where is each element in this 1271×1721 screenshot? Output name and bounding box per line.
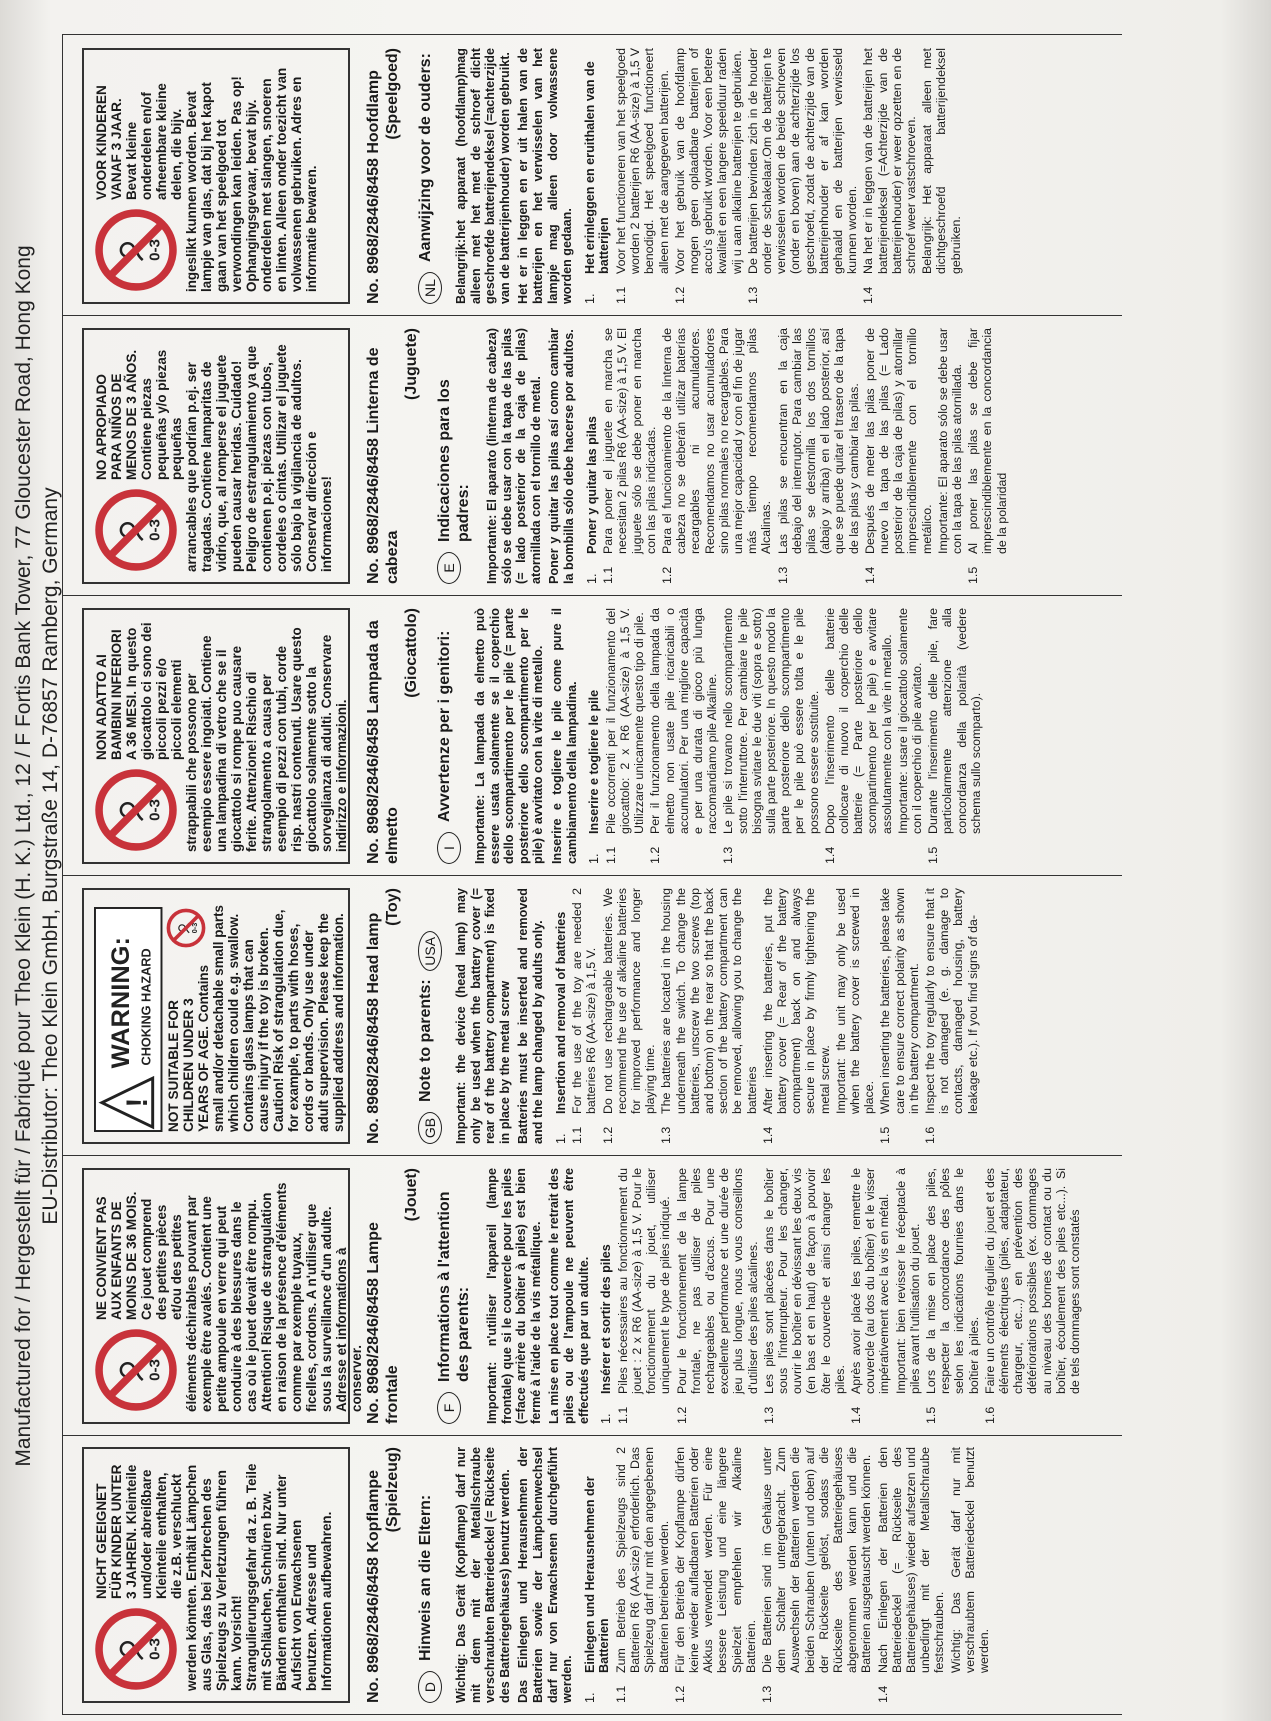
- item-number: 1.5: [878, 1126, 893, 1144]
- important-notice: [485, 328, 577, 584]
- column-divider: [62, 875, 1122, 876]
- notice-paragraph: Das Einlegen und Herausnehmen der Batterien sowie der Lämpchenwechsel darf nur von Erwachsenen durchgeführt werden.: [516, 1447, 575, 1703]
- parents-note-heading: [416, 1447, 442, 1703]
- model-title: [364, 608, 421, 864]
- model-title: [364, 1447, 402, 1703]
- safety-warning-box: [82, 48, 350, 304]
- section-heading: [583, 1447, 612, 1703]
- instruction-item: [673, 1447, 758, 1703]
- model-category: (Spielzeug): [384, 1447, 401, 1533]
- section-heading: [585, 328, 600, 584]
- section-title: Insertion and removal of batteries: [553, 911, 568, 1114]
- item-number: 1.3: [721, 846, 736, 864]
- item-number: [894, 1394, 922, 1424]
- instruction-item: [616, 1168, 673, 1424]
- column-divider: [62, 34, 1122, 35]
- item-text: Para poner el juguete en marcha se necesitan 2 pilas R6 (AA-size) à 1,5 V. El juguete sólo se debe poner en marcha con las pilas indicadas.: [601, 328, 658, 554]
- instruction-item: [762, 1168, 847, 1424]
- item-text: Al poner las pilas se debe fijar imprescindiblemente en la concordancia de la polaridad: [966, 328, 1009, 554]
- age-restriction-icon: [166, 908, 206, 948]
- item-text: When inserting the batteries, please take care to ensure correct polarity as shown in the battery compartment.: [878, 888, 921, 1114]
- model-category: (Toy): [384, 888, 401, 926]
- warning-word: WARNING:: [107, 937, 136, 1069]
- section-heading: [583, 48, 612, 304]
- item-text: Le pile si trovano nello scompartimento sotto l'interruttore. Per cambiare le pile bisogna svitare le due viti (sopra e sotto) sulla parte posteriore. In questo modo la parte posteriore dello scompartimento per le pile può essere tolta e le pile possono essere sostituite.: [721, 608, 821, 834]
- instruction-item: [648, 608, 719, 864]
- language-badge: GB: [418, 1112, 442, 1144]
- item-number: 1.3: [745, 286, 760, 304]
- item-text: Piles nécessaires au fonctionnement du jouet : 2 x R6 (AA-size) à 1,5 V. Pour le fonctionnement du jouet, utiliser uniquement le type de piles indiqué.: [615, 1168, 673, 1394]
- item-number: [896, 834, 924, 864]
- item-text: Nach Einlegen der Batterien den Batteriedeckel (= Rückseite des Batteriegehäuses) wieder aufsetzen und unbedingt mit der Metallschraube festschrauben.: [875, 1447, 947, 1673]
- item-text: Las pilas se encuentran en la caja debajo del interruptor. Para cambiar las pilas se destornilla los dos tornillos (abajo y arriba) en el lado posterior, así que se puede quitar el trasero de la tapa de las pilas y cambiar las pilas.: [775, 328, 861, 554]
- age-restriction-icon: [94, 768, 178, 852]
- instruction-item: [920, 48, 963, 304]
- item-text: Después de meter las pilas poner de nuevo la tapa de las pilas (= Lado posterior de la caja de pilas) y atornillar imprescindiblemente con el tornillo metálico.: [862, 328, 934, 554]
- item-text: Dopo l'inserimento delle batterie collocare di nuovo il coperchio delle batterie (= Parte posteriore dello scompartimento per le pile) e avvitare assolutamente con la vite in metallo.: [822, 608, 894, 834]
- item-number: 1.3: [761, 1406, 776, 1424]
- section-heading: [554, 888, 569, 1144]
- section-title: Het erinleggen en eruithalen van de batterijen: [582, 61, 612, 274]
- item-text: Importante: usare il giocattolo solamente con il coperchio di pile avvitato.: [895, 608, 925, 834]
- model-number: No. 8968/2846/8458 Linterna de cabeza: [365, 347, 401, 584]
- instruction-item: [760, 1447, 874, 1703]
- item-number: 1.2: [674, 1406, 689, 1424]
- item-text: For the use of the toy are needed 2 batteries R6 (AA-size) à 1,5 V.: [570, 888, 599, 1114]
- item-number: 1.3: [775, 566, 790, 584]
- language-badge: I: [437, 832, 461, 864]
- item-text: The batteries are located in the housing underneath the switch. To change the batteries, unscrew the two screws (top and bottom) on the rear so that the back section of the battery compartment can be removed, allowing you to change the batteries: [659, 888, 759, 1114]
- language-column-fr: [64, 1158, 1259, 1434]
- choking-hazard-text: CHOKING HAZARD: [138, 948, 154, 1066]
- parents-note-heading: [435, 1168, 473, 1424]
- model-title: [364, 48, 402, 304]
- item-text: Belangrijk: Het apparaat alleen met dichtgeschroefd batterijendeksel gebruiken.: [920, 48, 963, 274]
- item-number: 1.5: [924, 1406, 939, 1424]
- parents-note-heading: [435, 608, 461, 864]
- item-number: 1.1: [613, 286, 628, 304]
- item-text: Pile occorrenti per il funzionamento del giocattolo: 2 x R6 (AA-size) à 1,5 V. Utilizzare unicamente questo tipo di pile.: [603, 608, 647, 834]
- language-column-nl: [64, 38, 1259, 314]
- safety-warning-box: [82, 1447, 350, 1703]
- header-line-1: Manufactured for / Hergestellt für / Fabriqué pour Theo Klein (H. K.) Ltd., 12 / F Fortis Bank Tower, 77 Gloucester Road, Hong Kong: [12, 245, 35, 1467]
- parents-note-title: Note to parents:: [417, 979, 434, 1102]
- instruction-item: [614, 1447, 671, 1703]
- instruction-list: [614, 1447, 991, 1703]
- parents-note-heading: [416, 888, 442, 1144]
- language-column-gb: [64, 878, 1259, 1154]
- instruction-item: [894, 1168, 922, 1424]
- column-divider: [62, 315, 1122, 316]
- parents-note-title: Indicaciones para los padres:: [436, 379, 472, 542]
- item-number: [949, 1673, 992, 1703]
- notice-paragraph: Importante: La lampada da elmetto può essere usata solamente se il coperchio dello scompartimento per le pile (= parte posteriore dello scompartimento per le pile) è avvitato con la vite di metallo.: [473, 608, 546, 864]
- instruction-item: [721, 608, 820, 864]
- section-title: Inserire e togliere le pile: [587, 689, 602, 834]
- language-badge: NL: [418, 272, 442, 304]
- instruction-item: [570, 888, 598, 1144]
- age-restriction-icon: [94, 488, 178, 572]
- warning-heading: NO APROPIADO PARA NIÑOS DE MENOS DE 3 AÑOS.: [94, 349, 139, 480]
- instruction-item: [823, 608, 894, 864]
- instruction-item: [834, 888, 877, 1144]
- item-number: 1.1: [603, 846, 618, 864]
- item-text: Voor het functioneren van het speelgoed worden 2 batterijen R6 (AA-size) à 1,5 V benodigd. Het speelgoed functioneert alleen met de aangegeven batterijen.: [613, 48, 671, 274]
- instruction-item: [983, 1168, 1082, 1424]
- notice-paragraph: Het er in leggen en er uit halen van de batterijen en het verwisselen van het lampje mag alleen door volwassene worden gedaan.: [516, 48, 575, 304]
- item-number: 1.1: [601, 566, 616, 584]
- section-title: Einlegen und Herausnehmen der Batterien: [582, 1476, 612, 1673]
- warning-text: Bevat kleine onderdelen en/of afneembare kleine delen, die bijv. ingeslikt kunnen worden. Bevat lampje van glas, dat bij het kapot gaan van het speelgoed tot verwondingen kan leiden. Pas op! Ophangingsgevaar, bevat bijv. onderdelen met slangen, snoeren en linten. Alleen onder toezicht van volwassenen gebruiken. Adres en informatie bewaren.: [124, 67, 319, 292]
- item-number: 1.3: [759, 1685, 774, 1703]
- item-text: Faire un contrôle régulier du jouet et des éléments électriques (piles, adaptateur, chargeur, etc...) en prévention des détériorations possibles (ex. dommages au niveau des bornes de contact ou du boîtier, écoulement des piles etc...). Si de tels dommages sont constatés: [982, 1168, 1083, 1394]
- section-heading: [599, 1168, 614, 1424]
- section-number: 1.: [553, 1133, 568, 1144]
- item-number: 1.5: [966, 566, 981, 584]
- svg-text:0-3: 0-3: [146, 519, 164, 541]
- important-notice: [454, 48, 575, 304]
- item-text: Zum Betrieb des Spielzeugs sind 2 Batterien R6 (AA-size) erforderlich. Das Spielzeug darf nur mit den angegebenen Batterien betrieben werden.: [613, 1447, 671, 1673]
- notice-paragraph: Poner y quitar las pilas así como cambiar la bombilla sólo debe hacerse por adultos.: [547, 328, 576, 584]
- notice-paragraph: La mise en place tout comme le retrait des piles ou de l'ampoule ne peuvent être effectués que par un adulte.: [547, 1168, 591, 1424]
- instruction-item: [878, 888, 921, 1144]
- model-number: No. 8968/2846/8458 Lampada da elmetto: [365, 620, 401, 864]
- svg-text:0-3: 0-3: [146, 1359, 164, 1381]
- item-number: 1.2: [659, 566, 674, 584]
- instruction-item: [761, 888, 832, 1144]
- column-divider: [62, 1155, 1122, 1156]
- item-number: 1.1: [570, 1126, 585, 1144]
- warning-heading: NON ADATTO AI BAMBINI INFERIORI A 36 MESI.: [94, 629, 139, 760]
- model-category: (Juguete): [403, 328, 420, 400]
- notice-paragraph: Belangrijk:het apparaat (hoofdlamp)mag alleen met het met de schroef dicht geschroefde batterijendeksel (=achterzijde van de batterijenhouder) worden gebruikt.: [454, 48, 512, 304]
- model-number: No. 8968/2846/8458 Head lamp: [365, 912, 382, 1144]
- item-text: Durante l'inserimento delle pile, fare particolarmente attenzione alla concordanza della polarità (vedere schema sullo scomparto).: [926, 608, 983, 834]
- age-restriction-icon: [94, 208, 178, 292]
- parents-note-title: Hinweis an die Eltern:: [417, 1494, 434, 1661]
- language-badge: D: [418, 1671, 442, 1703]
- model-title: [364, 1168, 421, 1424]
- instruction-item: [659, 888, 758, 1144]
- svg-text:0-3: 0-3: [146, 799, 164, 821]
- instruction-item: [861, 48, 918, 304]
- section-number: 1.: [584, 573, 599, 584]
- important-notice: [473, 608, 579, 864]
- column-divider: [62, 1714, 1122, 1715]
- item-text: De batterijen bevinden zich in de houder onder de schakelaar.Om de batterijen te verwisselen worden de beide schroeven (onder en boven) aan de achterzijde los geschroefd, zodat de achterzijde van de batterijenhouder er af kan worden gehaald en de batterijen verwisseld kunnen worden.: [745, 48, 860, 274]
- instruction-item: [949, 1447, 992, 1703]
- item-text: After inserting the batteries, put the battery cover (= Rear of the battery compartment) back on and always secure in place by firmly tightening the metal screw.: [760, 888, 832, 1114]
- instruction-item: [675, 1168, 760, 1424]
- item-number: [920, 274, 963, 304]
- instruction-item: [601, 888, 658, 1144]
- item-number: 1.4: [849, 1406, 863, 1424]
- svg-text:0-3: 0-3: [146, 239, 164, 261]
- warning-text: In questo giocattolo ci sono dei piccoli pezzi e/o piccoli elementi strappabili che possono per esempio essere ingoiati. Contiene una lampadina di vetro che se il giocattolo si rompe puo causare ferite. Attenzione! Rischio di strangolamento a causa per esempio di pezzi con tubi, corde risp. nastri contenuti. Usare questo giocattolo solamente sotto la sorveglianza di adulti. Conservare indirizzo e informazioni.: [124, 622, 349, 852]
- language-badge: F: [437, 1392, 461, 1424]
- section-title: Insérer et sortir des piles: [599, 1244, 614, 1394]
- instruction-item: [746, 48, 860, 304]
- age-restriction-icon: [94, 1328, 178, 1412]
- item-text: Pour le fonctionnement de la lampe frontale, ne pas utiliser de piles rechargeables ou d'accus. Pour une excellente performance et une durée de jeu plus longue, nous vous conseillons d'utiliser des piles alcalines.: [674, 1168, 760, 1394]
- item-number: 1.4: [875, 1685, 890, 1703]
- warning-text: Ce jouet comprend des petites pièces et/ou des petites éléments déchirables pouvant par exemple être avalés. Contient une petite ampoule en verre qui peut conduire à des blessures dans le cas où le jouet devait être rompu. Attention! Risque de strangulation en raison de la présence d'éléments comme par exemple tuyaux, ficelles, cordons. A n'utiliser que sous la surveillance d'un adulte. Adresse et informations à conserver.: [139, 1182, 364, 1412]
- item-number: 1.4: [822, 846, 837, 864]
- warning-heading: VOOR KINDEREN VANAF 3 JAAR.: [94, 85, 124, 200]
- item-text: Para el funcionamiento de la linterna de cabeza no se deberán utilizar baterías recargables ni acumuladores. Recomendamos no usar acumuladores sino pilas normales no recargables. Para una mejor capacidad y con el fin de jugar más tiempo recomendamos pilas Alcalinas.: [659, 328, 774, 554]
- parents-note-title: Informations à l'attention des parents:: [436, 1191, 472, 1382]
- notice-paragraph: Importante: El aparato (linterna de cabeza) sólo se debe usar con la tapa de las pilas (= lado posterior de la caja de pilas) atornillada con el tornillo de metal.: [485, 328, 543, 584]
- item-text: Important: bien revisser le réceptacle à piles avant l'utilisation du jouet.: [893, 1168, 922, 1394]
- model-title: [364, 888, 402, 1144]
- model-category: (Jouet): [403, 1168, 420, 1222]
- warning-heading: NOT SUITABLE FOR CHILDREN UNDER 3 YEARS OF AGE.: [166, 998, 212, 1132]
- instruction-item: [936, 328, 964, 584]
- notice-paragraph: Inserire e togliere le pile come pure il cambiamento della lampadina.: [549, 608, 579, 864]
- warning-text: Contains small and/or detachable small parts which children could e.g. swallow. Contains glass lamps that can cause injury if the toy is broken. Caution! Risk of strangulation due, for example, to parts with hoses, cords or bands. Only use under adult supervision. Please keep the supplied address and information.: [196, 905, 347, 1132]
- item-number: 1.4: [862, 566, 877, 584]
- item-text: Die Batterien sind im Gehäuse unter dem Schalter untergebracht. Zum Auswechseln der Batterien werden die beiden Schrauben (unten und oben) auf der Rückseite gelöst, sodass die Rückseite des Batteriegehäuses abgenommen werden kann und die Batterien ausgetauscht werden können.: [759, 1447, 874, 1673]
- instruction-item: [849, 1168, 892, 1424]
- instruction-item: [863, 328, 934, 584]
- item-number: 1.4: [760, 1126, 775, 1144]
- parents-note-title: Aanwijzing voor de ouders:: [417, 53, 434, 262]
- header-line-2: EU-Distributor: Theo Klein GmbH, Burgstraße 14, D-76857 Ramberg, Germany: [39, 487, 62, 1225]
- instruction-item: [604, 608, 647, 864]
- instruction-item: [896, 608, 924, 864]
- section-number: 1.: [599, 1413, 614, 1424]
- item-number: 1.4: [861, 286, 876, 304]
- language-badge: E: [437, 552, 461, 584]
- instruction-item: [966, 328, 1009, 584]
- item-number: 1.1: [615, 1406, 630, 1424]
- model-title: [364, 328, 421, 584]
- svg-text:0-3: 0-3: [146, 1638, 164, 1660]
- item-number: 1.2: [672, 286, 687, 304]
- safety-warning-box: [82, 888, 350, 1144]
- item-text: Na het er in leggen van de batterijen het batterijendeksel (=Achterzijde van de batterijenhouder) er weer opzetten en de schroef weer vastschroeven.: [861, 48, 918, 274]
- item-number: 1.6: [923, 1126, 938, 1144]
- instruction-list: [614, 48, 963, 304]
- warning-text: Kleinteile und/oder abreißbare Kleinteile enthalten, die z.B. verschluckt werden könnten. Enthält Lämpchen aus Glas, das bei Zerbrechen des Spielzeugs zu Verletzungen führen kann. Vorsicht! Strangulierungsgefahr da z. B. Teile mit Schläuchen, Schnüren bzw. Bändern enthalten sind. Nur unter Aufsicht von Erwachsenen benutzen. Adresse und Informationen aufbewahren.: [124, 1463, 334, 1691]
- safety-warning-box: [82, 608, 350, 864]
- svg-text:0-3: 0-3: [190, 922, 200, 934]
- section-number: 1.: [587, 853, 602, 864]
- instruction-item: [924, 1168, 981, 1424]
- item-text: Les piles sont placées dans le boîtier sous l'interrupteur. Pour les changer, ouvrir le boîtier en dévissant les deux vis (en bas et en haut) de façon à pouvoir ôter le couvercle et ainsi changer les piles.: [761, 1168, 847, 1394]
- item-text: Do not use rechargeable batteries. We recommend the use of alkaline batteries for improved performance and longer playing time.: [600, 888, 658, 1114]
- language-column-es: [64, 318, 1259, 594]
- section-title: Poner y quitar las pilas: [584, 416, 599, 554]
- model-number: No. 8968/2846/8458 Kopflampe: [365, 1469, 382, 1703]
- item-number: 1.5: [926, 846, 941, 864]
- instruction-item: [876, 1447, 947, 1703]
- instruction-item: [660, 328, 774, 584]
- important-notice: [454, 888, 546, 1144]
- item-text: Voor het gebruik van de hoofdlamp mogen geen oplaadbare batterijen of accu's gebruikt worden. Voor een betere kwaliteit en een langere speelduur raden wij u aan alkaline batterijen te gebruiken.: [672, 48, 744, 274]
- instruction-item: [614, 48, 671, 304]
- notice-paragraph: Important: n'utiliser l'appareil (lampe frontale) que si le couvercle pour les piles (=face arrière du boîtier à piles) est bien fermé à l'aide de la vis métallique.: [485, 1168, 543, 1424]
- item-text: Après avoir placé les piles, remettre le couvercle (au dos du boîtier) et le visser impérativement avec la vis en métal.: [849, 1168, 892, 1394]
- manufacturer-header: [10, 31, 64, 1681]
- model-number: No. 8968/2846/8458 Lampe frontale: [365, 1222, 401, 1424]
- item-text: Wichtig: Das Gerät darf nur mit verschraubtem Batteriedeckel benutzt werden.: [948, 1447, 992, 1673]
- warning-heading: NICHT GEEIGNET FÜR KINDER UNTER 3 JAHREN.: [94, 1464, 139, 1599]
- notice-paragraph: Important: the device (head lamp) may only be used when the battery cover (= rear of the battery compartment) is fixed in place by the metal screw: [454, 888, 512, 1144]
- parents-note-title: Avvertenze per i genitori:: [436, 630, 453, 822]
- choking-hazard-logo: [94, 907, 162, 1132]
- item-number: 1.2: [672, 1685, 687, 1703]
- parents-note-heading: [435, 328, 473, 584]
- item-text: Important: the unit may only be used when the battery cover is screwed in place.: [833, 888, 877, 1114]
- item-number: 1.2: [600, 1126, 615, 1144]
- notice-paragraph: Batteries must be inserted and removed and the lamp changed by adults only.: [516, 888, 545, 1144]
- svg-text:!: !: [120, 1097, 154, 1108]
- instruction-item: [673, 48, 744, 304]
- item-text: Für den Betrieb der Kopflampe dürfen keine wieder aufladbaren Batterien oder Akkus verwendet werden. Für eine bessere Leistung und eine längere Spielzeit empfehlen wir Alkaline Batterien.: [672, 1447, 758, 1673]
- section-heading: [587, 608, 602, 864]
- section-number: 1.: [582, 1692, 597, 1703]
- model-category: (Giocattolo): [403, 608, 420, 698]
- instruction-item: [776, 328, 861, 584]
- column-divider: [62, 595, 1122, 596]
- item-number: 1.1: [613, 1685, 628, 1703]
- language-column-de: [64, 1437, 1259, 1713]
- instruction-item: [926, 608, 983, 864]
- language-badge-usa: USA: [418, 931, 442, 971]
- warning-heading: NE CONVIENT PAS AUX ENFANTS DE MOINS DE 36 MOIS.: [94, 1191, 139, 1320]
- instruction-item: [923, 888, 980, 1144]
- instruction-list: [616, 1168, 1083, 1424]
- item-number: 1.6: [982, 1406, 997, 1424]
- instruction-list: [604, 608, 983, 864]
- language-column-it: [64, 598, 1259, 874]
- model-number: No. 8968/2846/8458 Hoofdlamp: [365, 70, 382, 304]
- item-number: 1.3: [659, 1126, 674, 1144]
- model-category: (Speelgoed): [384, 48, 401, 140]
- safety-warning-box: [82, 328, 350, 584]
- item-number: [834, 1114, 877, 1144]
- parents-note-heading: [416, 48, 442, 304]
- instruction-list: [601, 328, 1009, 584]
- warning-text: Contiene piezas pequeñas y/o piezas pequeñas arrancables que podrían p.ej. ser tragadas. Contiene lamparitas de vidrio, que, al romperse el juguete pueden causar heridas. Cuidado! Peligro de estrangulamiento ya que contienen p.ej. piezas con tubos, cordeles o cintas. Utilizar el juguete sólo bajo la vigilancia de adultos. Conservar dirección e informaciones!: [139, 344, 334, 572]
- safety-warning-box: [82, 1168, 364, 1424]
- section-number: 1.: [582, 293, 597, 304]
- item-text: Inspect the toy regularly to ensure that it is not damaged (e. g. damage to contacts, damaged housing, battery leakage etc.). If you find signs of da-: [923, 888, 980, 1114]
- age-restriction-icon: [94, 1607, 178, 1691]
- important-notice: [485, 1168, 591, 1424]
- item-text: Lors de la mise en place des piles, respecter la concordance des pôles selon les indications fournies dans le boîtier à piles.: [924, 1168, 981, 1394]
- notice-paragraph: Wichtig: Das Gerät (Kopflampe) darf nur mit dem mit der Metallschraube verschraubten Batteriedeckel (= Rückseite des Batteriegehäuses) benutzt werden.: [454, 1447, 512, 1703]
- instruction-list: [570, 888, 980, 1144]
- instruction-item: [601, 328, 658, 584]
- item-number: [936, 554, 964, 584]
- column-divider: [62, 1435, 1122, 1436]
- item-text: Per il funzionamento della lampada da elmetto non usate pile ricaricabili o accumulatori. Per una migliore capacità e per una durata di gioco più lunga raccomandiamo pile Alkaline.: [648, 608, 720, 834]
- important-notice: [454, 1447, 575, 1703]
- item-text: Importante: El aparato sólo se debe usar con la tapa de las pilas atornillada.: [935, 328, 965, 554]
- item-number: 1.2: [648, 846, 663, 864]
